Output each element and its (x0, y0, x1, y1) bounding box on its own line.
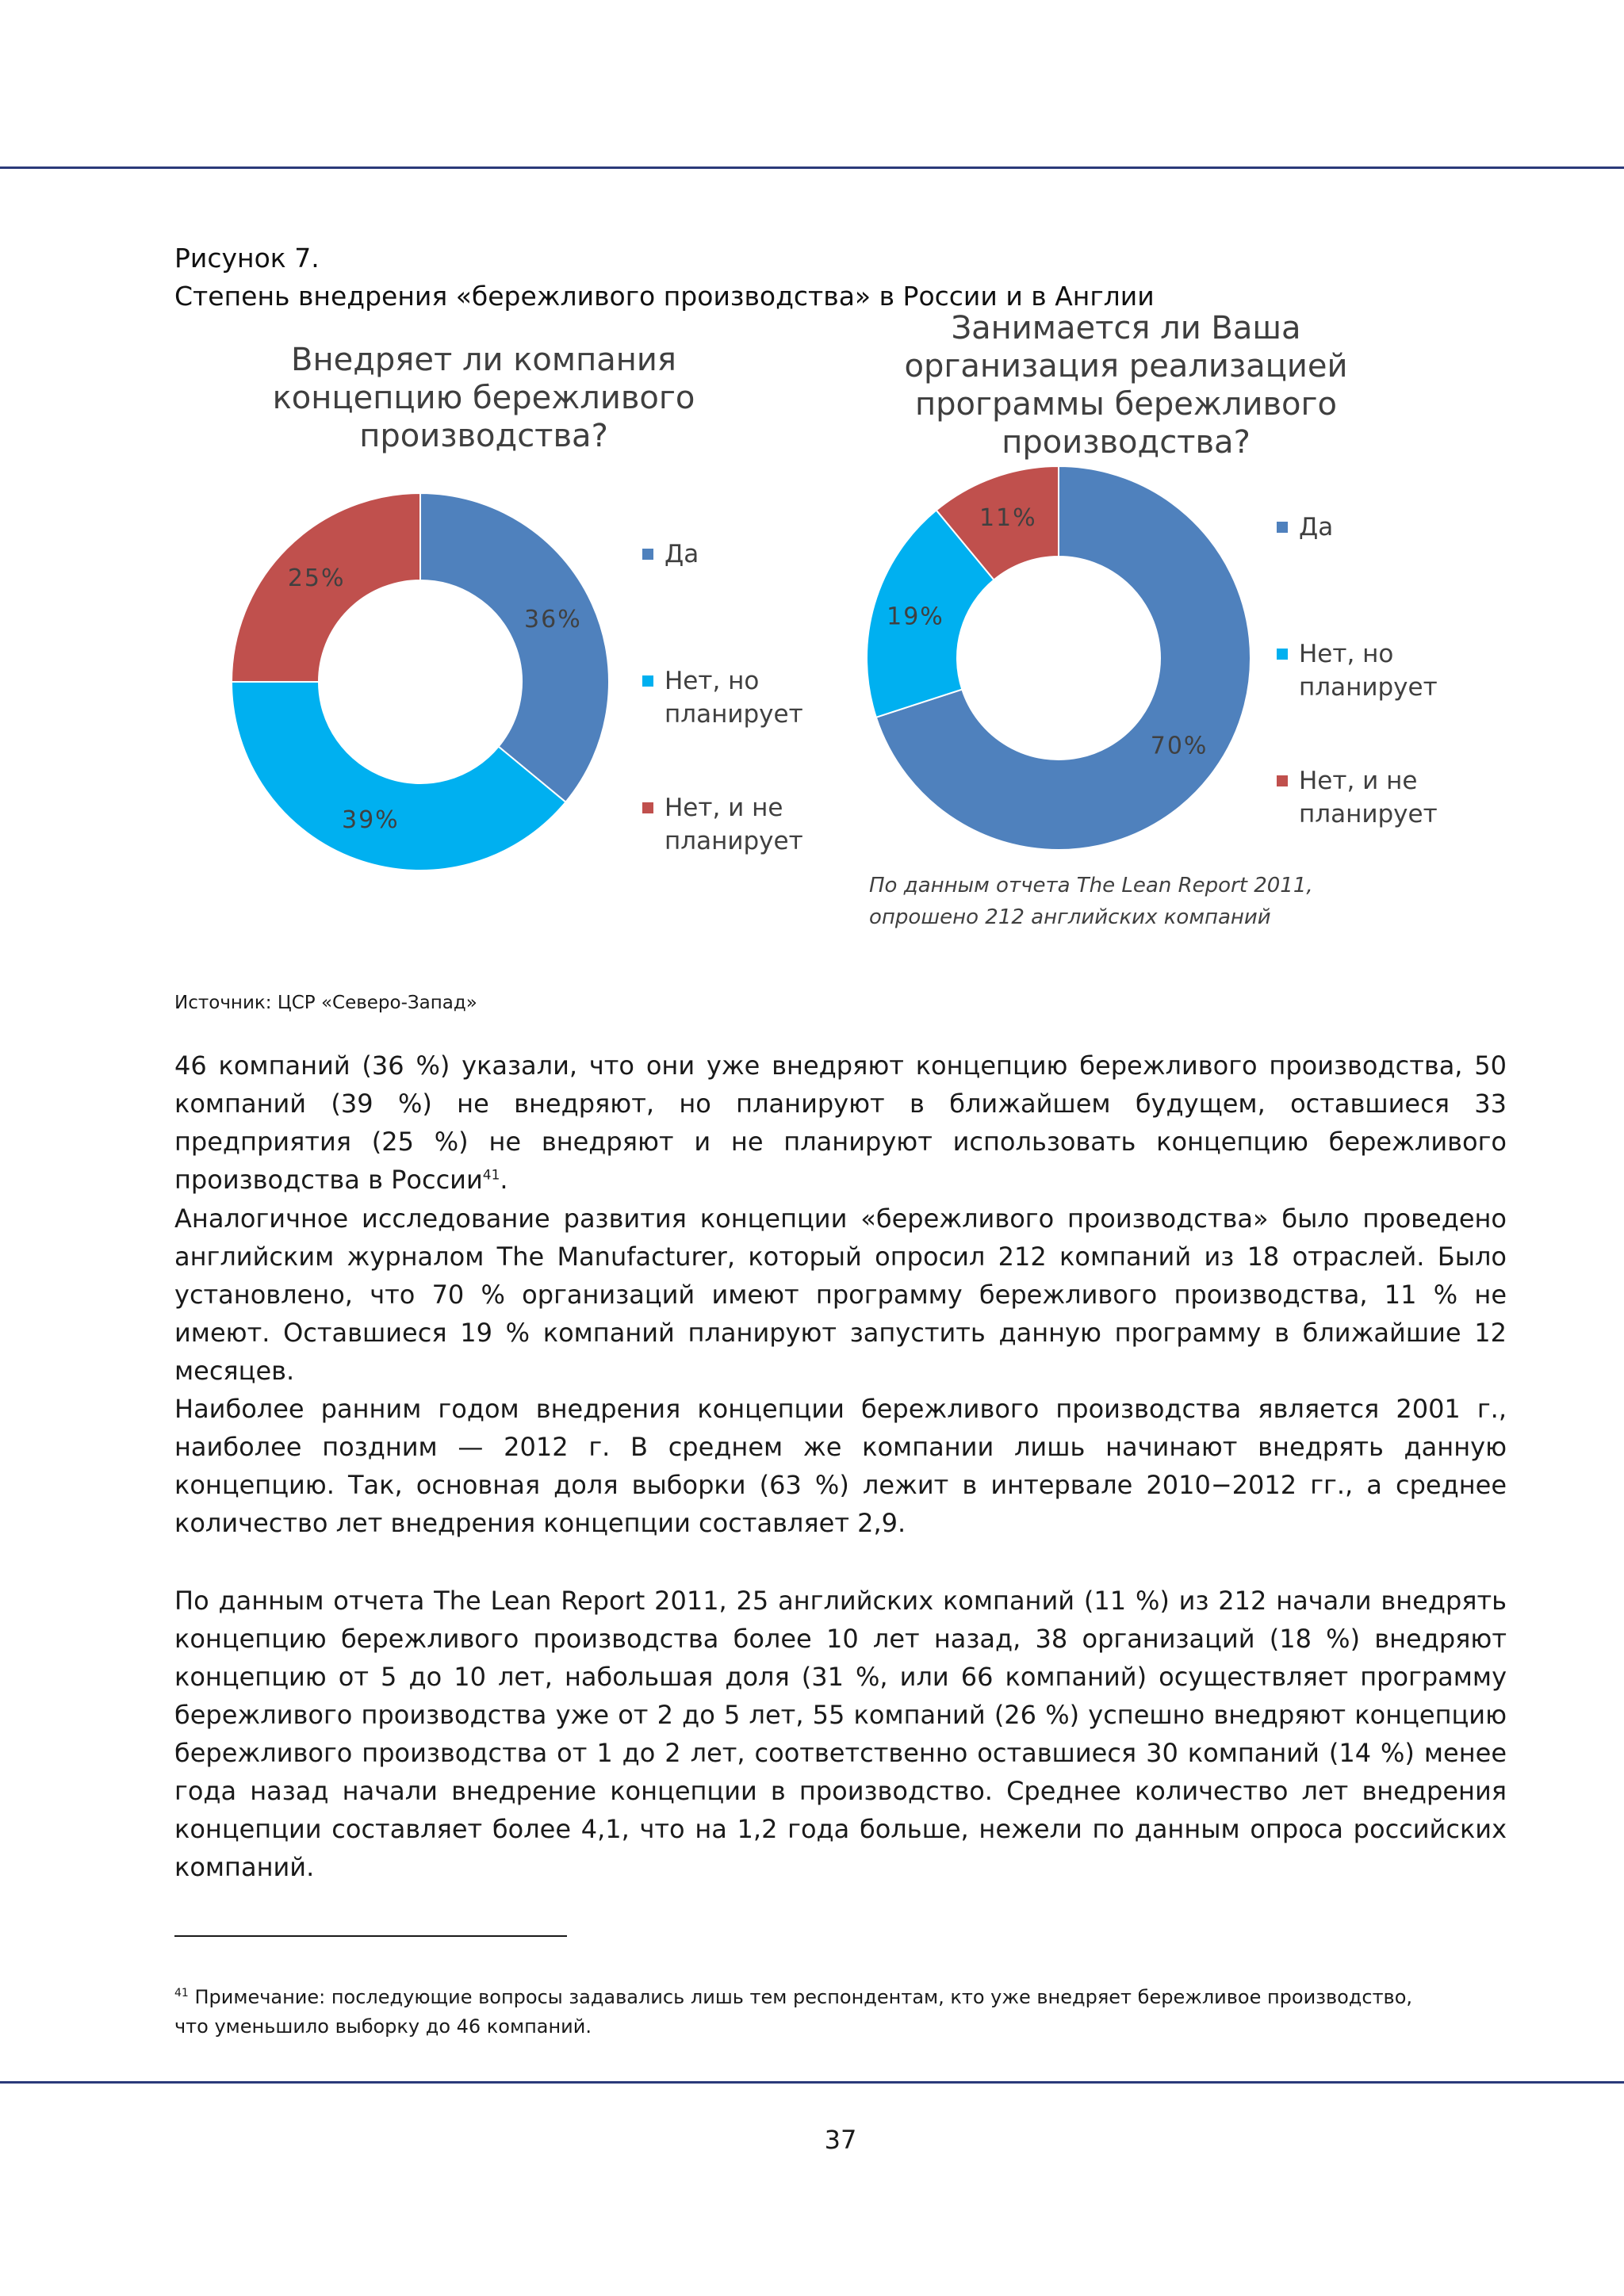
legend-label-plan: Нет, но планирует (1299, 640, 1438, 702)
footnote-number: 41 (174, 1987, 189, 1999)
paragraph-2: Аналогичное исследование развития концепции «бережливого производства» было проведено английским журналом The Manufacturer, который опросил 212 компаний из 18 отраслей. Было установлено, что 70 % организаций имеют программу бережливого производства, 11 % не имеют. Оставшиеся 19 % компаний планируют запустить данную программу в ближайшие 12 месяцев. (174, 1203, 1507, 1386)
legend-label-yes: Да (1299, 513, 1334, 541)
footnote-divider (174, 1935, 567, 1937)
legend-label-no: Нет, и не планирует (1299, 767, 1438, 828)
russia-chart-title: Внедряет ли компания концепцию бережливого производства? (272, 342, 695, 454)
england-donut-chart (864, 464, 1253, 852)
paragraph-4: По данным отчета The Lean Report 2011, 25 английских компаний (11 %) из 212 начали внедрять концепцию бережливого производства более 10 лет назад, 38 организаций (18 %) внедряют концепцию от 5 до 10 лет, набольшая доля (31 %, или 66 компаний) осуществляет программу бережливого производства уже от 2 до 5 лет, 55 компаний (26 %) успешно внедряют концепцию бережливого производства от 1 до 2 лет, соответственно оставшиеся 30 компаний (14 %) менее года назад начали внедрение концепции в производство. Среднее количество лет внедрения концепции составляет более 4,1, что на 1,2 года больше, нежели по данным опроса российских компаний. (174, 1586, 1507, 1882)
legend-swatch-yes (642, 549, 653, 560)
england-chart-note: По данным отчета The Lean Report 2011, опрошено 212 английских компаний (869, 874, 1313, 929)
paragraph-3: Наиболее ранним годом внедрения концепции бережливого производства является 2001 г., наиболее поздним — 2012 г. В среднем же компании лишь начинают внедрять данную концепцию. Так, основная доля выборки (63 %) лежит в интервале 2010−2012 гг., а среднее количество лет внедрения концепции составляет 2,9. (174, 1394, 1507, 1538)
paragraph-1-text: 46 компаний (36 %) указали, что они уже внедряют концепцию бережливого производства, 50 компаний (39 %) не внедряют, но планируют в ближайшем будущем, оставшиеся 33 предприятия (25 %) не внедряют и не планируют использовать концепцию бережливого производства в России (174, 1050, 1507, 1195)
legend-label-no: Нет, и не планирует (665, 794, 803, 855)
slice-label-plan: 19% (887, 603, 944, 631)
legend-swatch-plan (1277, 649, 1288, 660)
legend-label-yes: Да (665, 540, 699, 568)
slice-label-no: 25% (287, 564, 346, 593)
paragraph-1-end: . (500, 1165, 508, 1195)
figure-number: Рисунок 7. (174, 243, 320, 274)
footnote (174, 1983, 1443, 2042)
slice-label-yes: 70% (1150, 732, 1208, 760)
legend-swatch-plan (642, 675, 653, 687)
slice-label-yes: 36% (524, 606, 582, 634)
header-rule (0, 166, 1624, 169)
legend-swatch-no (1277, 775, 1288, 786)
legend-swatch-no (642, 802, 653, 813)
legend-swatch-yes (1277, 522, 1288, 533)
paragraph-1 (174, 1047, 1507, 1199)
figure-title: Степень внедрения «бережливого производства» в России и в Англии (174, 281, 1155, 312)
footnote-ref: 41 (482, 1167, 500, 1184)
slice-yes (420, 493, 609, 802)
england-chart-title: Занимается ли Ваша организация реализацией программы бережливого производства? (904, 310, 1348, 461)
figure-source: Источник: ЦСР «Северо-Запад» (174, 993, 477, 1013)
slice-plan (232, 682, 565, 871)
footnote-text: Примечание: последующие вопросы задавались лишь тем респондентам, кто уже внедряет бережливое производство, что уменьшило выборку до 46 компаний. (174, 1986, 1413, 2038)
russia-donut-chart (230, 492, 611, 872)
slice-label-plan: 39% (341, 806, 400, 835)
page-number: 37 (824, 2125, 857, 2155)
legend-label-plan: Нет, но планирует (665, 667, 803, 729)
slice-label-no: 11% (979, 504, 1037, 533)
footer-rule (0, 2081, 1624, 2084)
